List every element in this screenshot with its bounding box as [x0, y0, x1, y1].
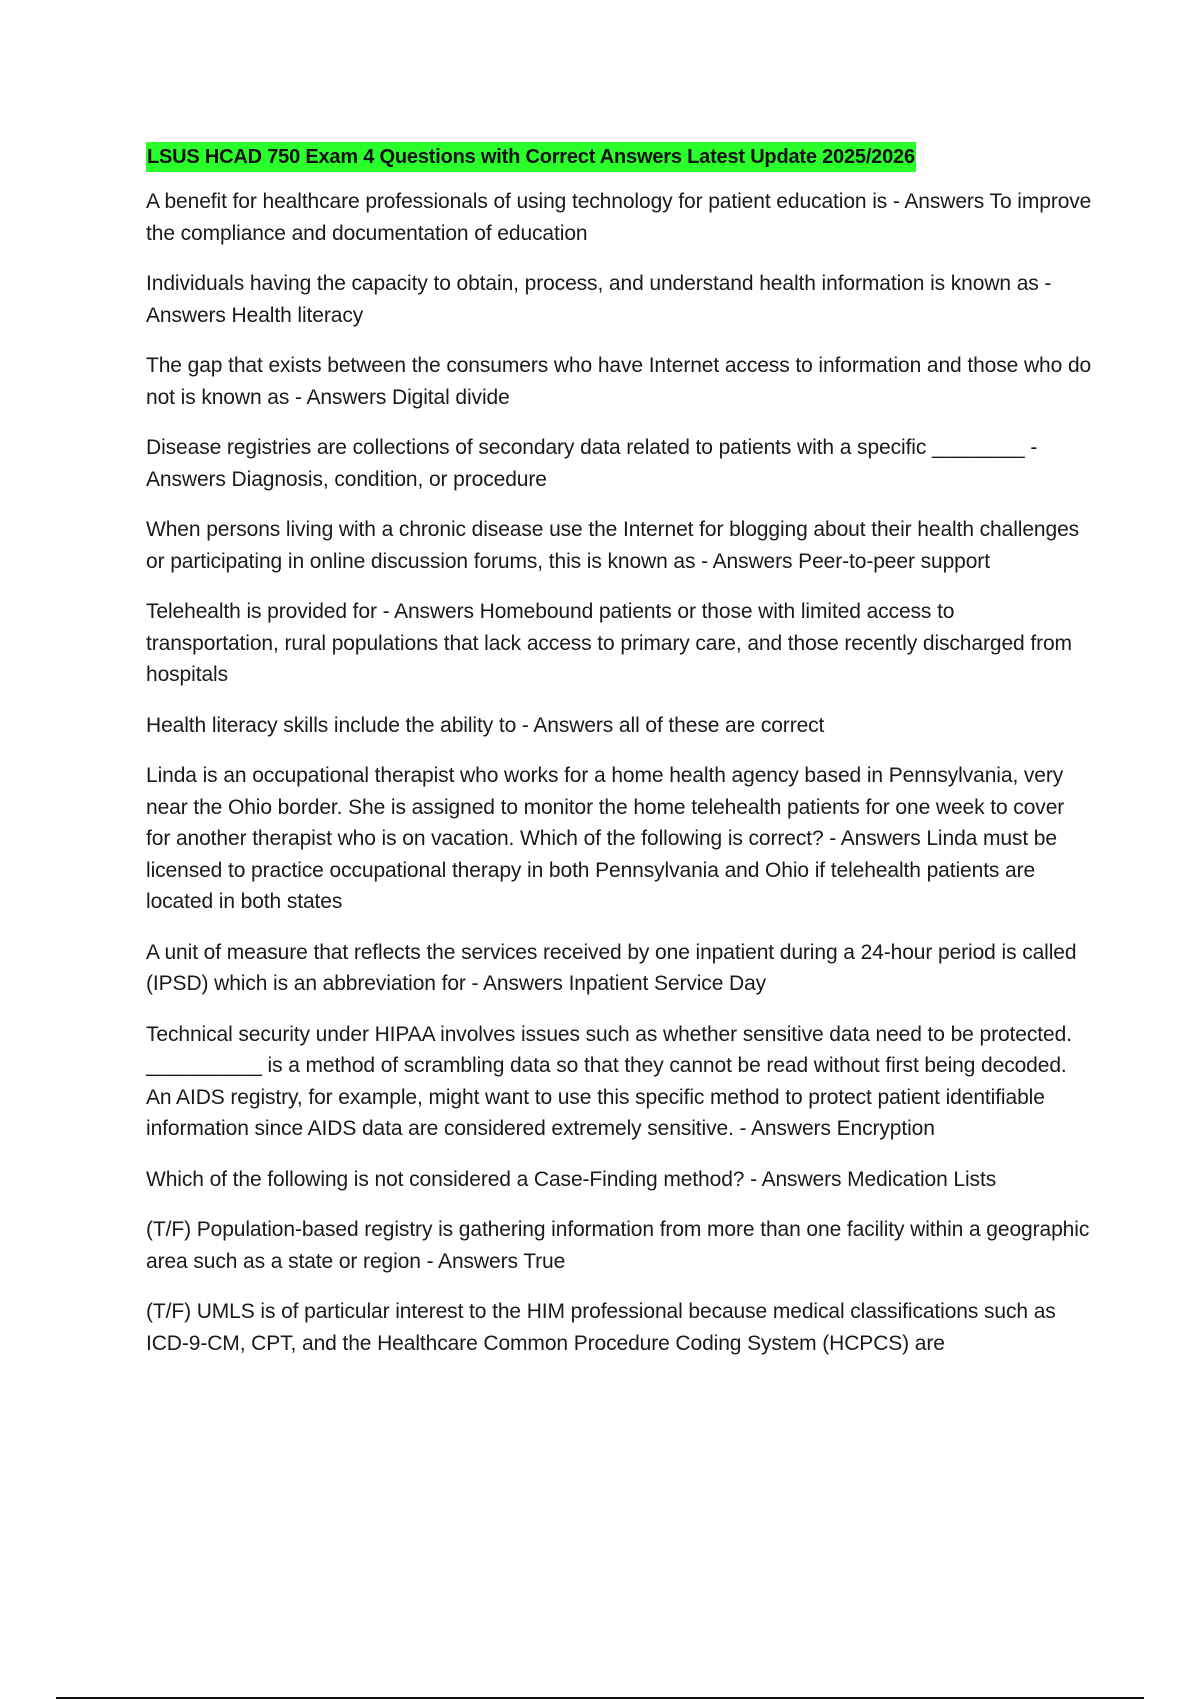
page-bottom-rule [56, 1697, 1144, 1699]
qa-paragraph-8: Linda is an occupational therapist who works for a home health agency based in Pennsylvania, very near the Ohio border. She is assigned to monitor the home telehealth patients for one week to cover for another therapist who is on vacation. Which of the following is correct? - Answers Linda must be licensed to practice occupational therapy in both Pennsylvania and Ohio if telehealth patients are located in both states [146, 764, 1065, 913]
qa-paragraph-11: Which of the following is not considered a Case-Finding method? - Answers Medication Lists [146, 1167, 997, 1191]
qa-paragraph-12: (T/F) Population-based registry is gathering information from more than one facility within a geographic area such as a state or region - Answers True [146, 1218, 1090, 1273]
document-title: LSUS HCAD 750 Exam 4 Questions with Correct Answers Latest Update 2025/2026 [146, 142, 916, 172]
qa-paragraph-3: The gap that exists between the consumers who have Internet access to information and those who do not is known as - Answers Digital divide [146, 354, 1092, 409]
qa-paragraph-2: Individuals having the capacity to obtain, process, and understand health information is known as - Answers Health literacy [146, 272, 1052, 327]
qa-paragraph-5: When persons living with a chronic disease use the Internet for blogging about their health challenges or participating in online discussion forums, this is known as - Answers Peer-to-peer support [146, 518, 1080, 573]
qa-paragraph-9: A unit of measure that reflects the services received by one inpatient during a 24-hour period is called (IPSD) which is an abbreviation for - Answers Inpatient Service Day [146, 940, 1077, 995]
qa-paragraph-7: Health literacy skills include the ability to - Answers all of these are correct [146, 713, 825, 737]
qa-paragraph-13: (T/F) UMLS is of particular interest to the HIM professional because medical classifications such as ICD-9-CM, CPT, and the Healthcare Common Procedure Coding System (HCPCS) are [146, 1300, 1056, 1355]
qa-paragraph-6: Telehealth is provided for - Answers Homebound patients or those with limited access to transportation, rural populations that lack access to primary care, and those recently discharged from hospitals [146, 600, 1072, 686]
document-content [146, 142, 1092, 1378]
qa-paragraph-4: Disease registries are collections of secondary data related to patients with a specific ________ - Answers Diagnosis, condition, or procedure [146, 436, 1038, 491]
qa-paragraph-10: Technical security under HIPAA involves issues such as whether sensitive data need to be protected. __________ is a method of scrambling data so that they cannot be read without first being decoded. An AIDS registry, for example, might want to use this specific method to protect patient identifiable information since AIDS data are considered extremely sensitive. - Answers Encryption [146, 1022, 1072, 1140]
qa-paragraph-1: A benefit for healthcare professionals of using technology for patient education is - Answers To improve the compliance and documentation of education [146, 190, 1092, 245]
